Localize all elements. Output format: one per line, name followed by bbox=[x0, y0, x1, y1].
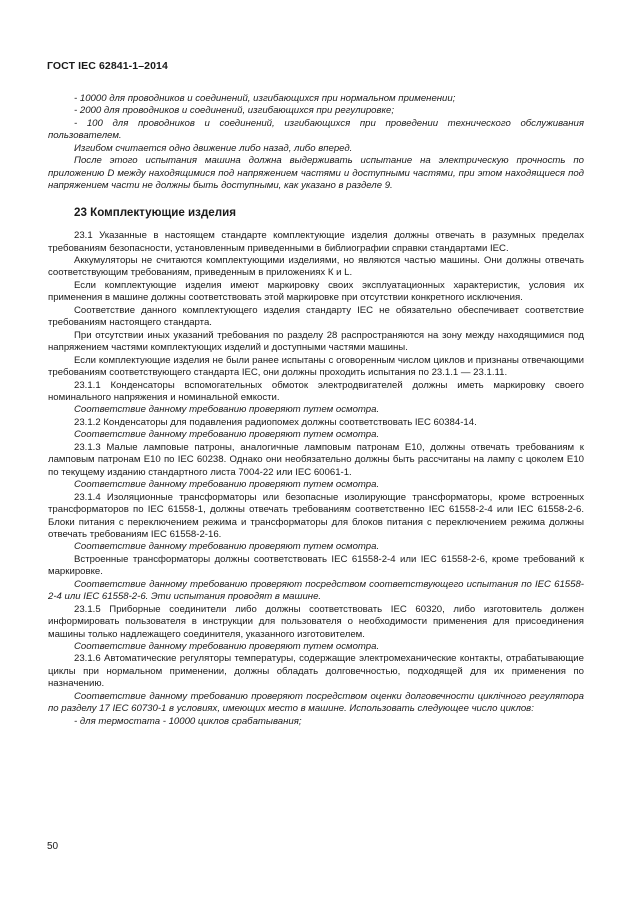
compliance-note: Соответствие данному требованию проверяют посредством соответствующего испытания по IEC 61558-2-4 или IEC 61558-2-6. Эти испытания проводят в машине. bbox=[48, 578, 584, 603]
compliance-note: Соответствие данному требованию проверяют путем осмотра. bbox=[74, 541, 380, 553]
paragraph: 23.1.2 Конденсаторы для подавления радиопомех должны соответствовать IEC 60384-14. bbox=[74, 416, 477, 428]
compliance-note: Соответствие данному требованию проверяют путем осмотра. bbox=[74, 429, 380, 441]
intro-line: - 100 для проводников и соединений, изгибающихся при проведении технического обслуживания пользователем. bbox=[48, 117, 584, 142]
intro-line: После этого испытания машина должна выдерживать испытание на электрическую прочность по приложению D между находящимися под напряжением частями и доступными частями, при этом находящиеся под напряжением части не должны быть доступными, как указано в разделе 9. bbox=[48, 155, 584, 192]
paragraph: 23.1.6 Автоматические регуляторы температуры, содержащие электромеханические контакты, отрабатывающие циклы при нормальном применении, должны обладать долговечностью, подходящей для их применения по назначению. bbox=[48, 653, 584, 690]
paragraph: Если комплектующие изделия не были ранее испытаны с оговоренным числом циклов и признаны отвечающими требованиям соответствующего стандарта IEC, они должны проходить испытания по 23.1.1 — 23.1.11. bbox=[48, 354, 584, 379]
paragraph: 23.1.1 Конденсаторы вспомогательных обмоток электродвигателей должны иметь маркировку своего номинального напряжения и номинальной емкости. bbox=[48, 379, 584, 403]
intro-line: Изгибом считается одно движение либо назад, либо вперед. bbox=[74, 142, 353, 154]
document-body bbox=[48, 93, 584, 728]
paragraph: 23.1.3 Малые ламповые патроны, аналогичные ламповым патронам Е10, должны отвечать требованиям к ламповым патронам Е10 по IEC 60238. Однако они необязательно должны быть рассчитаны на лампу с цоколем Е10 по текущему изданию стандартного листа 7004-22 или IEC 60061-1. bbox=[48, 441, 584, 478]
intro-line: - 2000 для проводников и соединений, изгибающихся при регулировке; bbox=[74, 105, 395, 117]
paragraph: 23.1 Указанные в настоящем стандарте комплектующие изделия должны отвечать в разумных пределах требованиям безопасности, установленным приведенными в библиографии справки стандартами IEC. bbox=[48, 230, 584, 254]
paragraph: Аккумуляторы не считаются комплектующими изделиями, но являются частью машины. Они должны отвечать соответствующим требованиям, приведенным в приложениях К и L. bbox=[48, 254, 584, 279]
compliance-note: Соответствие данному требованию проверяют путем осмотра. bbox=[74, 404, 380, 416]
compliance-note: Соответствие данному требованию проверяют посредством оценки долговечности циклічного регулятора по разделу 17 IEC 60730-1 в условиях, имеющих место в машине. Использовать следующее число циклов: bbox=[48, 690, 584, 715]
paragraph: При отсутствии иных указаний требования по разделу 28 распространяются на зону между находящимися под напряжением частями комплектующих изделий и доступными частями машины. bbox=[48, 329, 584, 354]
page-number: 50 bbox=[47, 841, 59, 852]
intro-line: - 10000 для проводников и соединений, изгибающихся при нормальном применении; bbox=[74, 93, 456, 104]
paragraph: Встроенные трансформаторы должны соответствовать IEC 61558-2-4 или IEC 61558-2-6, кроме требований к маркировке. bbox=[48, 553, 584, 578]
section-heading: 23 Комплектующие изделия bbox=[74, 205, 237, 219]
paragraph: Соответствие данного комплектующего изделия стандарту IEC не обязательно обеспечивает соответствие требованиям настоящего стандарта. bbox=[48, 304, 584, 329]
compliance-note: Соответствие данному требованию проверяют путем осмотра. bbox=[74, 641, 380, 653]
paragraph: Если комплектующие изделия имеют маркировку своих эксплуатационных характеристик, условия их применения в машине должны соответствовать этой маркировке при отсутствии конкретного исключения. bbox=[48, 279, 584, 304]
paragraph: 23.1.4 Изоляционные трансформаторы или безопасные изолирующие трансформаторы, кроме встроенных трансформаторов по IEC 61558-1, должны отвечать требованиям соответственно IEC 61558-2-4 или IEC 61558-2-6. Блоки питания с переключением режима и трансформаторы для блоков питания с переключением режима должны отвечать требованиям IEC 61558-2-16. bbox=[48, 491, 584, 540]
document-id: ГОСТ IEC 62841-1–2014 bbox=[47, 60, 168, 72]
section-paragraphs bbox=[48, 230, 584, 728]
paragraph: 23.1.5 Приборные соединители либо должны соответствовать IEC 60320, либо изготовитель должен информировать пользователя в инструкции для пользователя о необходимости применения для присоединения машины только надлежащего соединителя, указанного изготовителем. bbox=[48, 603, 584, 640]
compliance-note: - для термостата - 10000 циклов срабатывания; bbox=[74, 715, 302, 727]
compliance-note: Соответствие данному требованию проверяют путем осмотра. bbox=[74, 479, 380, 491]
